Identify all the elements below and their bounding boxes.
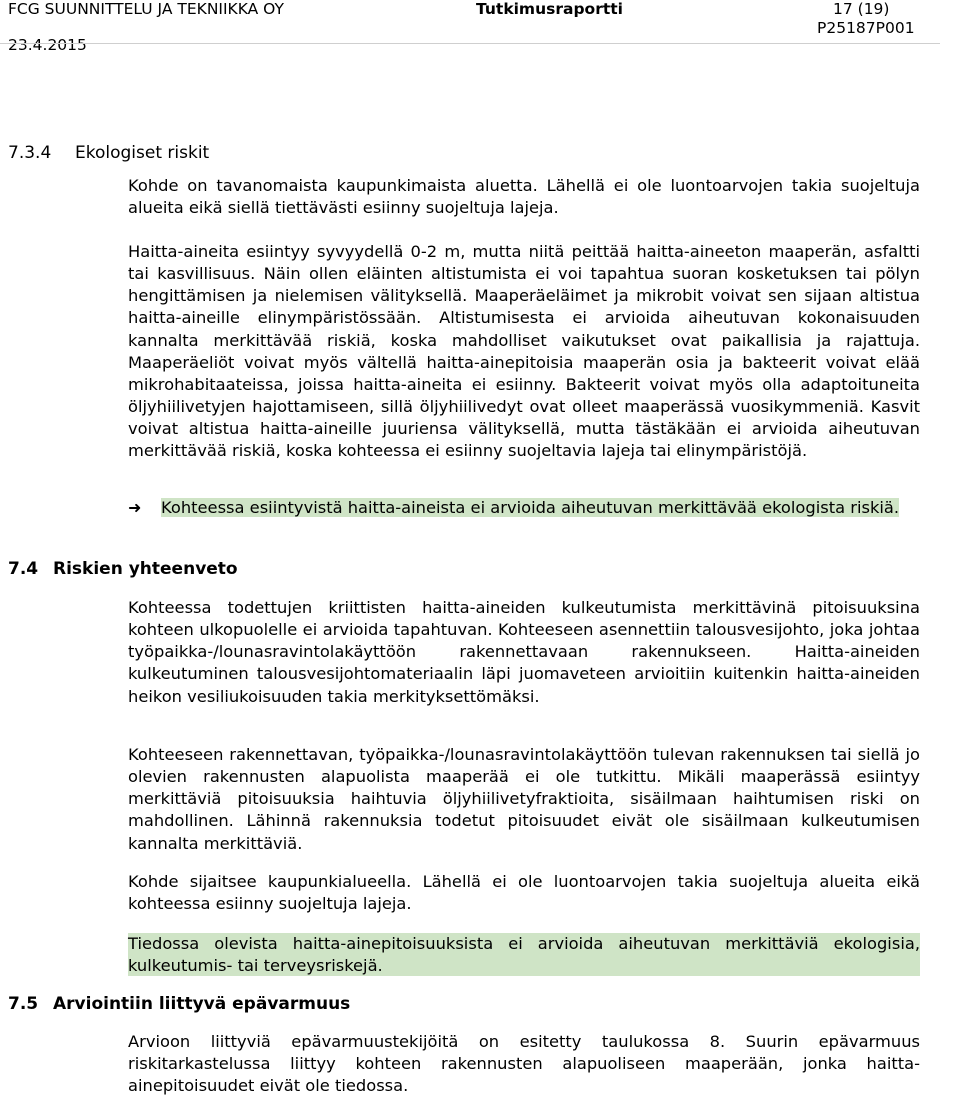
- header-project-code: P25187P001: [817, 19, 915, 37]
- paragraph: Arvioon liittyviä epävarmuustekijöitä on esitetty taulukossa 8. Suurin epävarmuus riskitarkastelussa liittyy kohteen rakennusten alapuoliseen maaperään, jonka haitta-ainepitoisuudet eivät ole tiedossa.: [128, 1032, 920, 1096]
- header-page-number: 17 (19): [833, 0, 890, 18]
- conclusion-row: [128, 497, 920, 519]
- section-number: 7.3.4: [8, 143, 52, 163]
- section-number: 7.5: [8, 994, 39, 1014]
- section-heading-7-5: [8, 994, 350, 1014]
- conclusion-text: [161, 497, 920, 519]
- paragraph: Kohde on tavanomaista kaupunkimaista aluetta. Lähellä ei ole luontoarvojen takia suojeltuja alueita eikä siellä tiettävästi esiinny suojeltuja lajeja.: [128, 176, 920, 218]
- section-title: Arviointiin liittyvä epävarmuus: [53, 994, 351, 1014]
- paragraph: Kohteeseen rakennettavan, työpaikka-/lounasravintolakäyttöön tulevan rakennuksen tai siellä jo olevien rakennusten alapuolista maaperää ei ole tutkittu. Mikäli maaperässä esiintyy merkittäviä pitoisuuksia haihtuvia öljyhiilivetyfraktioita, sisäilmaan haihtumisen riski on mahdollinen. Lähinnä rakennuksia todetut pitoisuudet eivät ole sisäilmaan kulkeutumisen kannalta merkittäviä.: [128, 745, 920, 853]
- section-title: Ekologiset riskit: [75, 143, 210, 163]
- header-rule: [0, 43, 940, 44]
- conclusion-highlight: Kohteessa esiintyvistä haitta-aineista ei arvioida aiheutuvan merkittävää ekologista riskiä.: [161, 498, 900, 517]
- right-arrow-icon: ➜: [128, 498, 142, 517]
- paragraph: Haitta-aineita esiintyy syvyydellä 0-2 m, mutta niitä peittää haitta-aineeton maaperän, asfaltti tai kasvillisuus. Näin ollen eläinten altistumista ei voi tapahtua suoran kosketuksen tai pölyn hengittämisen ja nielemisen välityksellä. Maaperäeläimet ja mikrobit voivat sen sijaan altistua haitta-aineille elinympäristössään. Altistumisesta ei arvioida aiheutuvan kokonaisuuden kannalta merkittävää riskiä, koska mahdolliset vaikutukset ovat paikallisia ja rajattuja. Maaperäeliöt voivat myös vältellä haitta-ainepitoisia maaperän osia ja bakteerit voivat elää mikrohabitaateissa, joissa haitta-aineita ei esiinny. Bakteerit voivat myös olla adaptoituneita öljyhiilivetyjen hajottamiseen, sillä öljyhiilivedyt ovat olleet maaperässä vuosikymmeniä. Kasvit voivat altistua haitta-aineille juuriensa välityksellä, mutta tästäkään ei arvioida aiheutuvan merkittävää riskiä, koska kohteessa ei esiinny suojeltavia lajeja tai elinympäristöjä.: [128, 242, 920, 461]
- header-company: FCG SUUNNITTELU JA TEKNIIKKA OY: [8, 0, 284, 18]
- header-doc-type: Tutkimusraportti: [476, 0, 623, 18]
- section-title: Riskien yhteenveto: [53, 559, 238, 579]
- paragraph: Kohteessa todettujen kriittisten haitta-aineiden kulkeutumista merkittävinä pitoisuuksina kohteen ulkopuolelle ei arvioida tapahtuvan. Kohteeseen asennettiin talousvesijohto, joka johtaa työpaikka-/lounasravintolakäyttöön rakennettavaan rakennukseen. Haitta-aineiden kulkeutuminen talousvesijohtomateriaalin läpi juomaveteen arvioitiin kuitenkin haitta-aineiden heikon vesiliukoisuuden takia merkityksettömäksi.: [128, 598, 920, 706]
- paragraph: Kohde sijaitsee kaupunkialueella. Lähellä ei ole luontoarvojen takia suojeltuja alueita eikä kohteessa esiinny suojeltuja lajeja.: [128, 872, 920, 914]
- highlight-text: Tiedossa olevista haitta-ainepitoisuuksista ei arvioida aiheutuvan merkittäviä ekologisia, kulkeutumis- tai terveysriskejä.: [128, 934, 920, 976]
- header-date: 23.4.2015: [8, 36, 87, 54]
- section-heading-7-4: [8, 559, 238, 579]
- section-heading-7-3-4: [8, 143, 209, 163]
- section-number: 7.4: [8, 559, 39, 579]
